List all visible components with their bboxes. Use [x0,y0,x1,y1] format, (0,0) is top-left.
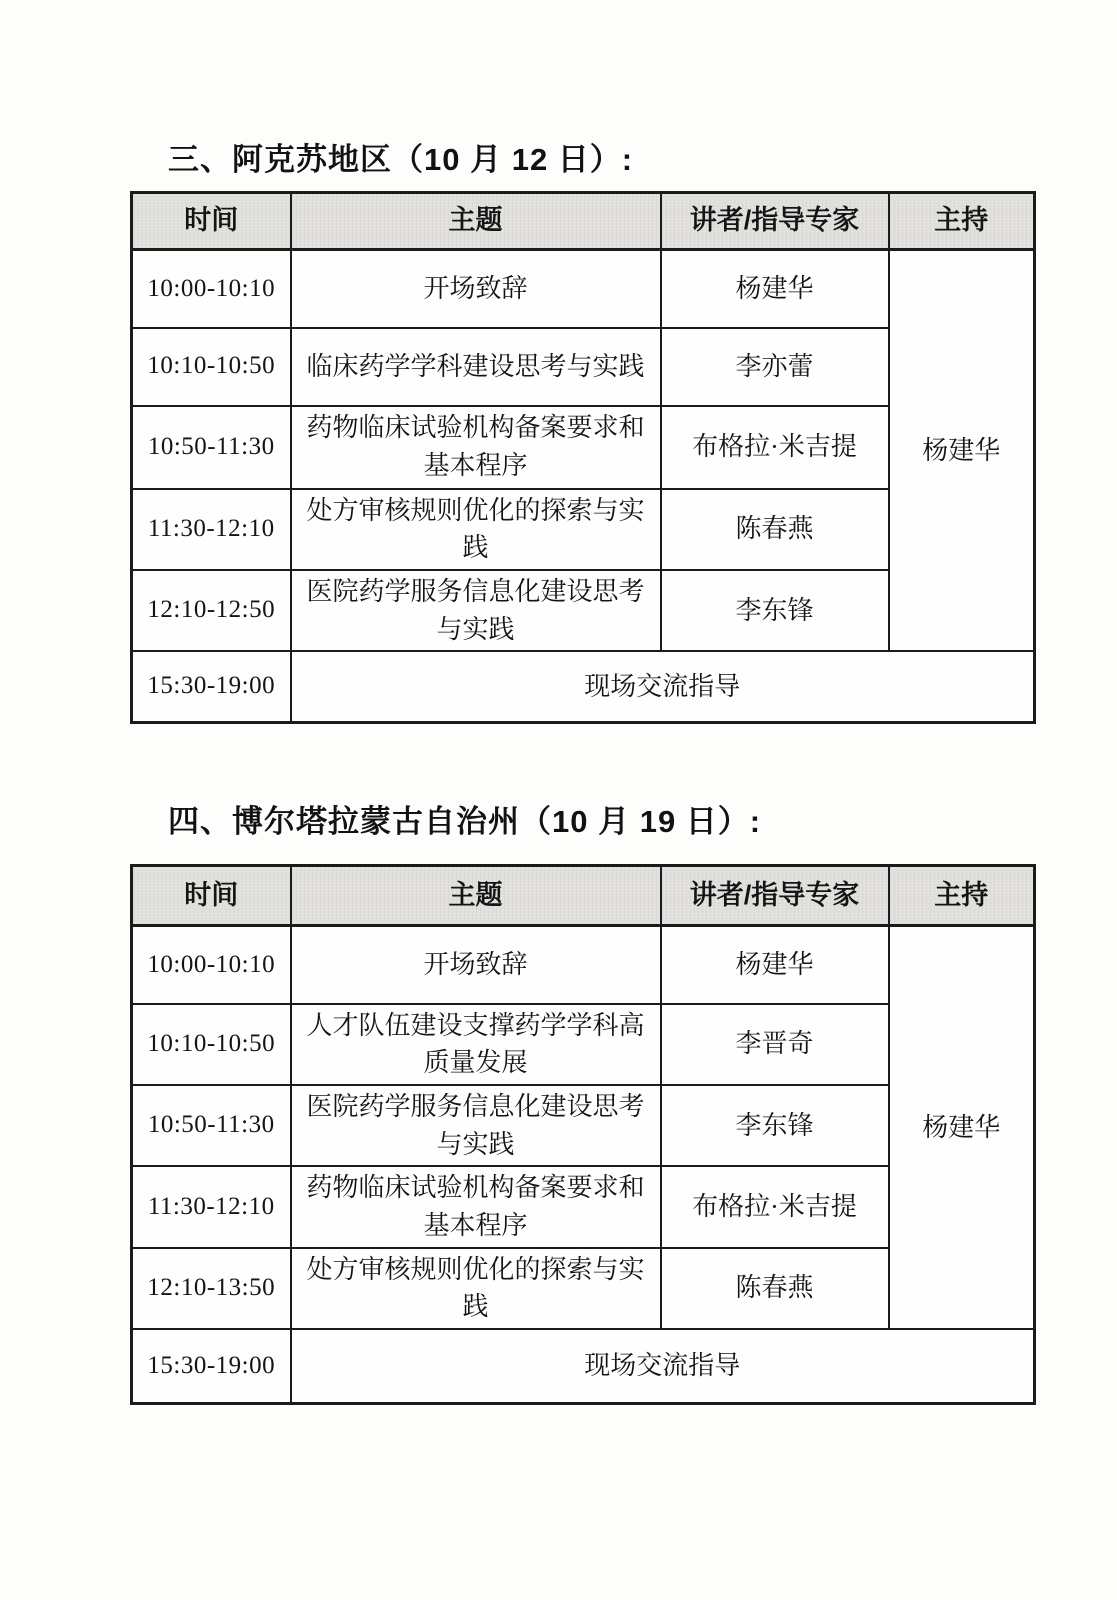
table-header-row [132,866,1035,926]
time-cell: 10:50-11:30 [132,1085,291,1166]
topic-cell: 药物临床试验机构备案要求和基本程序 [291,406,661,489]
time-cell: 11:30-12:10 [132,1166,291,1247]
topic-cell: 开场致辞 [291,250,661,328]
speaker-cell: 杨建华 [661,926,889,1004]
schedule-table-aksu [130,191,1036,724]
speaker-cell: 陈春燕 [661,489,889,570]
time-cell: 10:50-11:30 [132,406,291,489]
topic-cell: 医院药学服务信息化建设思考与实践 [291,1085,661,1166]
activity-cell: 现场交流指导 [291,1329,1035,1403]
time-cell: 11:30-12:10 [132,489,291,570]
header-cell-speaker: 讲者/指导专家 [661,193,889,250]
topic-cell: 药物临床试验机构备案要求和基本程序 [291,1166,661,1247]
header-cell-time: 时间 [132,866,291,926]
time-cell: 12:10-12:50 [132,570,291,651]
time-cell: 12:10-13:50 [132,1248,291,1329]
table-row [132,250,1035,328]
speaker-cell: 李东锋 [661,1085,889,1166]
topic-cell: 临床药学学科建设思考与实践 [291,328,661,406]
time-cell: 10:10-10:50 [132,1004,291,1085]
header-cell-host: 主持 [889,193,1035,250]
header-cell-topic: 主题 [291,193,661,250]
table-header-row [132,193,1035,250]
host-cell: 杨建华 [889,250,1035,652]
topic-cell: 开场致辞 [291,926,661,1004]
header-cell-time: 时间 [132,193,291,250]
speaker-cell: 杨建华 [661,250,889,328]
topic-cell: 处方审核规则优化的探索与实践 [291,1248,661,1329]
closing-row [132,651,1035,722]
section-title-bortala: 四、博尔塔拉蒙古自治州（10 月 19 日）: [168,804,762,839]
time-cell: 15:30-19:00 [132,1329,291,1403]
time-cell: 15:30-19:00 [132,651,291,722]
speaker-cell: 李东锋 [661,570,889,651]
speaker-cell: 李亦蕾 [661,328,889,406]
header-cell-topic: 主题 [291,866,661,926]
speaker-cell: 布格拉·米吉提 [661,406,889,489]
speaker-cell: 陈春燕 [661,1248,889,1329]
schedule-table-bortala [130,864,1036,1405]
table-row [132,926,1035,1004]
closing-row [132,1329,1035,1403]
time-cell: 10:00-10:10 [132,926,291,1004]
topic-cell: 处方审核规则优化的探索与实践 [291,489,661,570]
section-title-aksu: 三、阿克苏地区（10 月 12 日）: [168,142,634,177]
activity-cell: 现场交流指导 [291,651,1035,722]
speaker-cell: 布格拉·米吉提 [661,1166,889,1247]
time-cell: 10:10-10:50 [132,328,291,406]
topic-cell: 人才队伍建设支撑药学学科高质量发展 [291,1004,661,1085]
header-cell-host: 主持 [889,866,1035,926]
topic-cell: 医院药学服务信息化建设思考与实践 [291,570,661,651]
speaker-cell: 李晋奇 [661,1004,889,1085]
header-cell-speaker: 讲者/指导专家 [661,866,889,926]
time-cell: 10:00-10:10 [132,250,291,328]
host-cell: 杨建华 [889,926,1035,1330]
